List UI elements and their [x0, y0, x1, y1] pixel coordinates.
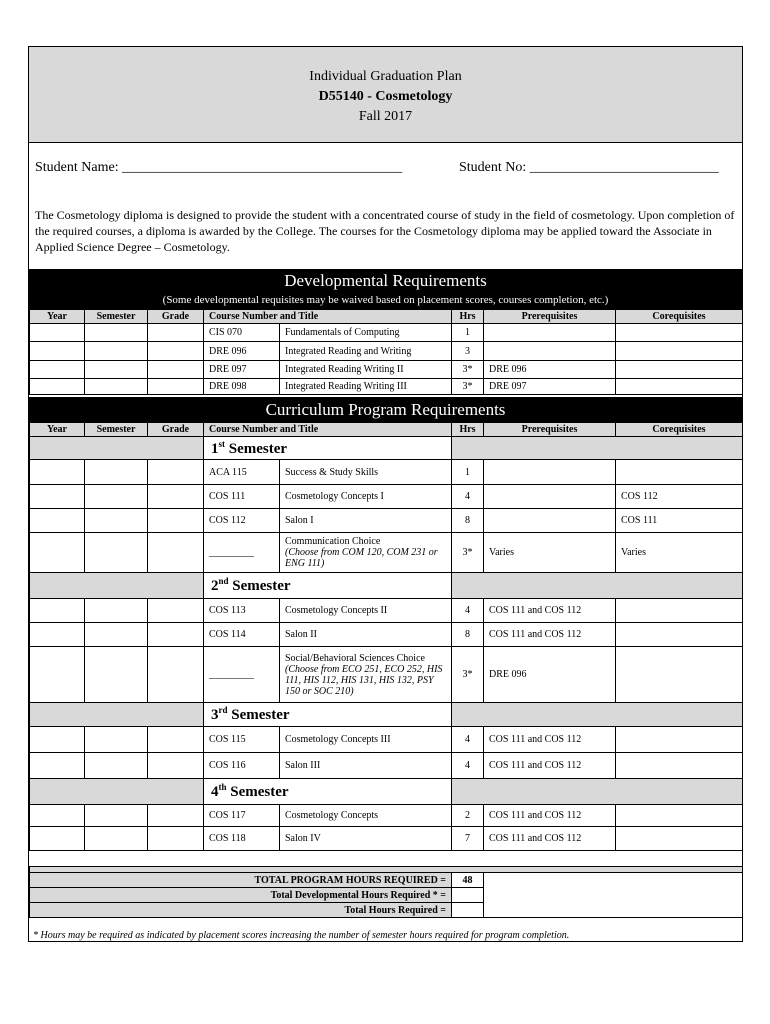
course-hrs: 4	[452, 599, 484, 623]
course-number: COS 113	[204, 599, 280, 623]
course-prereq: DRE 097	[484, 379, 616, 395]
col-course: Course Number and Title	[204, 423, 452, 437]
total-dev-label: Total Developmental Hours Required * =	[30, 888, 452, 903]
semester-cell[interactable]	[85, 509, 148, 533]
col-semester: Semester	[85, 310, 148, 324]
course-prereq: DRE 096	[484, 361, 616, 379]
course-hrs: 4	[452, 727, 484, 753]
course-prereq: COS 111 and COS 112	[484, 623, 616, 647]
col-course: Course Number and Title	[204, 310, 452, 324]
course-hrs: 3*	[452, 647, 484, 703]
column-header-row	[30, 423, 743, 437]
course-hrs: 3*	[452, 533, 484, 573]
year-cell[interactable]	[30, 485, 85, 509]
grade-cell[interactable]	[148, 647, 204, 703]
year-cell[interactable]	[30, 753, 85, 779]
student-no-field[interactable]: Student No: ___________________________	[459, 160, 719, 175]
course-coreq	[616, 623, 743, 647]
semester-cell[interactable]	[85, 485, 148, 509]
col-grade: Grade	[148, 310, 204, 324]
course-hrs: 1	[452, 324, 484, 342]
intro-paragraph: The Cosmetology diploma is designed to provide the student with a concentrated course of study in the field of cosmetology. Upon completion of the required courses, a diploma is awarded by the College. The courses for the Cosmetology diploma may be applied toward the Associate in Applied Science Degree – Cosmetology.	[35, 208, 735, 254]
grade-cell[interactable]	[148, 361, 204, 379]
course-coreq	[616, 460, 743, 485]
course-title: Fundamentals of Computing	[280, 324, 452, 342]
grade-cell[interactable]	[148, 509, 204, 533]
semester-cell[interactable]	[85, 727, 148, 753]
plan-title: Individual Graduation Plan	[309, 69, 462, 84]
table-row	[30, 599, 743, 623]
table-row	[30, 753, 743, 779]
course-hrs: 1	[452, 460, 484, 485]
course-coreq	[616, 647, 743, 703]
table-row	[30, 533, 743, 573]
course-title: Cosmetology Concepts II	[280, 599, 452, 623]
total-program-value: 48	[452, 873, 484, 888]
grade-cell[interactable]	[148, 342, 204, 361]
table-row	[30, 342, 743, 361]
grade-cell[interactable]	[148, 805, 204, 827]
table-row	[30, 509, 743, 533]
course-hrs: 4	[452, 753, 484, 779]
col-hrs: Hrs	[452, 310, 484, 324]
semester-cell[interactable]	[85, 460, 148, 485]
developmental-header	[29, 269, 742, 309]
grade-cell[interactable]	[148, 324, 204, 342]
semester-cell[interactable]	[85, 647, 148, 703]
course-title: Cosmetology Concepts	[280, 805, 452, 827]
table-row	[30, 647, 743, 703]
course-prereq: COS 111 and COS 112	[484, 727, 616, 753]
year-cell[interactable]	[30, 623, 85, 647]
table-row	[30, 727, 743, 753]
developmental-title: Developmental Requirements	[284, 271, 487, 290]
year-cell[interactable]	[30, 460, 85, 485]
grade-cell[interactable]	[148, 485, 204, 509]
course-title: Social/Behavioral Sciences Choice (Choose from ECO 251, ECO 252, HIS 111, HIS 112, HIS 131, HIS 132, PSY 150 or SOC 210)	[280, 647, 452, 703]
col-coreq: Corequisites	[616, 423, 743, 437]
course-number: DRE 097	[204, 361, 280, 379]
course-coreq: Varies	[616, 533, 743, 573]
grade-cell[interactable]	[148, 533, 204, 573]
course-title: Cosmetology Concepts I	[280, 485, 452, 509]
total-program-label: TOTAL PROGRAM HOURS REQUIRED =	[30, 873, 452, 888]
course-coreq	[616, 599, 743, 623]
course-hrs: 8	[452, 623, 484, 647]
course-prereq: DRE 096	[484, 647, 616, 703]
grade-cell[interactable]	[148, 599, 204, 623]
year-cell[interactable]	[30, 342, 85, 361]
course-prereq: COS 111 and COS 112	[484, 805, 616, 827]
column-header-row	[30, 310, 743, 324]
course-coreq: COS 112	[616, 485, 743, 509]
table-row	[30, 361, 743, 379]
curriculum-table	[29, 422, 743, 918]
semester-heading-row	[30, 703, 743, 727]
semester-1-heading: 1st Semester	[204, 437, 452, 460]
course-title: Communication Choice (Choose from COM 120, COM 231 or ENG 111)	[280, 533, 452, 573]
total-dev-value[interactable]	[452, 888, 484, 903]
table-row	[30, 324, 743, 342]
developmental-table	[29, 309, 743, 395]
grade-cell[interactable]	[148, 753, 204, 779]
course-prereq	[484, 342, 616, 361]
semester-cell[interactable]	[85, 342, 148, 361]
year-cell[interactable]	[30, 805, 85, 827]
course-coreq	[616, 827, 743, 851]
col-grade: Grade	[148, 423, 204, 437]
year-cell[interactable]	[30, 509, 85, 533]
course-hrs: 3*	[452, 379, 484, 395]
semester-3-heading: 3rd Semester	[204, 703, 452, 727]
course-title: Success & Study Skills	[280, 460, 452, 485]
grade-cell[interactable]	[148, 623, 204, 647]
program-title: D55140 - Cosmetology	[318, 89, 453, 104]
course-prereq: COS 111 and COS 112	[484, 827, 616, 851]
student-name-field[interactable]: Student Name: ________________________________________	[35, 160, 403, 175]
year-cell[interactable]	[30, 379, 85, 395]
choice-note: (Choose from ECO 251, ECO 252, HIS 111, HIS 112, HIS 131, HIS 132, PSY 150 or SOC 210)	[285, 663, 443, 697]
course-prereq	[484, 460, 616, 485]
course-hrs: 2	[452, 805, 484, 827]
course-number: COS 115	[204, 727, 280, 753]
grade-cell[interactable]	[148, 460, 204, 485]
course-prereq: COS 111 and COS 112	[484, 753, 616, 779]
table-row	[30, 460, 743, 485]
year-cell[interactable]	[30, 727, 85, 753]
course-coreq	[616, 753, 743, 779]
grade-cell[interactable]	[148, 827, 204, 851]
course-number: ACA 115	[204, 460, 280, 485]
semester-cell[interactable]	[85, 827, 148, 851]
semester-2-heading: 2nd Semester	[204, 573, 452, 599]
col-prereq: Prerequisites	[484, 423, 616, 437]
course-number: DRE 098	[204, 379, 280, 395]
course-number: COS 114	[204, 623, 280, 647]
graduation-plan-form	[28, 46, 743, 942]
course-title: Integrated Reading Writing III	[280, 379, 452, 395]
course-coreq	[616, 342, 743, 361]
col-semester: Semester	[85, 423, 148, 437]
table-row	[30, 485, 743, 509]
year-cell[interactable]	[30, 533, 85, 573]
course-hrs: 3	[452, 342, 484, 361]
semester-cell[interactable]	[85, 753, 148, 779]
course-title: Integrated Reading and Writing	[280, 342, 452, 361]
total-hours-label: Total Hours Required =	[30, 903, 452, 918]
course-coreq	[616, 727, 743, 753]
course-prereq	[484, 324, 616, 342]
total-hours-value[interactable]	[452, 903, 484, 918]
col-prereq: Prerequisites	[484, 310, 616, 324]
year-cell[interactable]	[30, 324, 85, 342]
course-title: Salon IV	[280, 827, 452, 851]
course-prereq	[484, 485, 616, 509]
year-cell[interactable]	[30, 599, 85, 623]
term: Fall 2017	[358, 109, 413, 124]
semester-cell[interactable]	[85, 379, 148, 395]
semester-cell[interactable]	[85, 623, 148, 647]
course-number: COS 116	[204, 753, 280, 779]
semester-cell[interactable]	[85, 533, 148, 573]
course-hrs: 3*	[452, 361, 484, 379]
spacer-row	[30, 851, 743, 867]
course-prereq: COS 111 and COS 112	[484, 599, 616, 623]
col-hrs: Hrs	[452, 423, 484, 437]
semester-cell[interactable]	[85, 324, 148, 342]
course-coreq	[616, 379, 743, 395]
totals-row	[30, 873, 743, 888]
course-number: DRE 096	[204, 342, 280, 361]
course-title: Integrated Reading Writing II	[280, 361, 452, 379]
semester-cell[interactable]	[85, 361, 148, 379]
course-coreq	[616, 324, 743, 342]
course-number-blank[interactable]: _________	[204, 533, 280, 573]
grade-cell[interactable]	[148, 727, 204, 753]
course-prereq	[484, 509, 616, 533]
course-coreq	[616, 361, 743, 379]
semester-heading-row	[30, 779, 743, 805]
course-number-blank[interactable]: _________	[204, 647, 280, 703]
course-number: CIS 070	[204, 324, 280, 342]
course-title: Salon III	[280, 753, 452, 779]
course-number: COS 117	[204, 805, 280, 827]
table-row	[30, 805, 743, 827]
semester-cell[interactable]	[85, 599, 148, 623]
course-number: COS 118	[204, 827, 280, 851]
course-title: Salon I	[280, 509, 452, 533]
footnote: * Hours may be required as indicated by placement scores increasing the number of semester hours required for program completion.	[33, 930, 570, 941]
course-number: COS 111	[204, 485, 280, 509]
semester-heading-row	[30, 573, 743, 599]
semester-cell[interactable]	[85, 805, 148, 827]
plan-header	[29, 47, 742, 143]
course-title: Salon II	[280, 623, 452, 647]
year-cell[interactable]	[30, 647, 85, 703]
table-row	[30, 827, 743, 851]
course-number: COS 112	[204, 509, 280, 533]
course-hrs: 4	[452, 485, 484, 509]
table-row	[30, 623, 743, 647]
year-cell[interactable]	[30, 361, 85, 379]
course-coreq: COS 111	[616, 509, 743, 533]
course-prereq: Varies	[484, 533, 616, 573]
choice-note: (Choose from COM 120, COM 231 or ENG 111)	[285, 547, 438, 569]
developmental-subtitle: (Some developmental requisites may be waived based on placement scores, courses completion, etc.)	[162, 294, 609, 306]
col-year: Year	[30, 310, 85, 324]
col-year: Year	[30, 423, 85, 437]
semester-heading-row	[30, 437, 743, 460]
grade-cell[interactable]	[148, 379, 204, 395]
course-hrs: 7	[452, 827, 484, 851]
col-coreq: Corequisites	[616, 310, 743, 324]
semester-4-heading: 4th Semester	[204, 779, 452, 805]
year-cell[interactable]	[30, 827, 85, 851]
course-hrs: 8	[452, 509, 484, 533]
course-coreq	[616, 805, 743, 827]
curriculum-title: Curriculum Program Requirements	[29, 397, 742, 422]
table-row	[30, 379, 743, 395]
course-title: Cosmetology Concepts III	[280, 727, 452, 753]
